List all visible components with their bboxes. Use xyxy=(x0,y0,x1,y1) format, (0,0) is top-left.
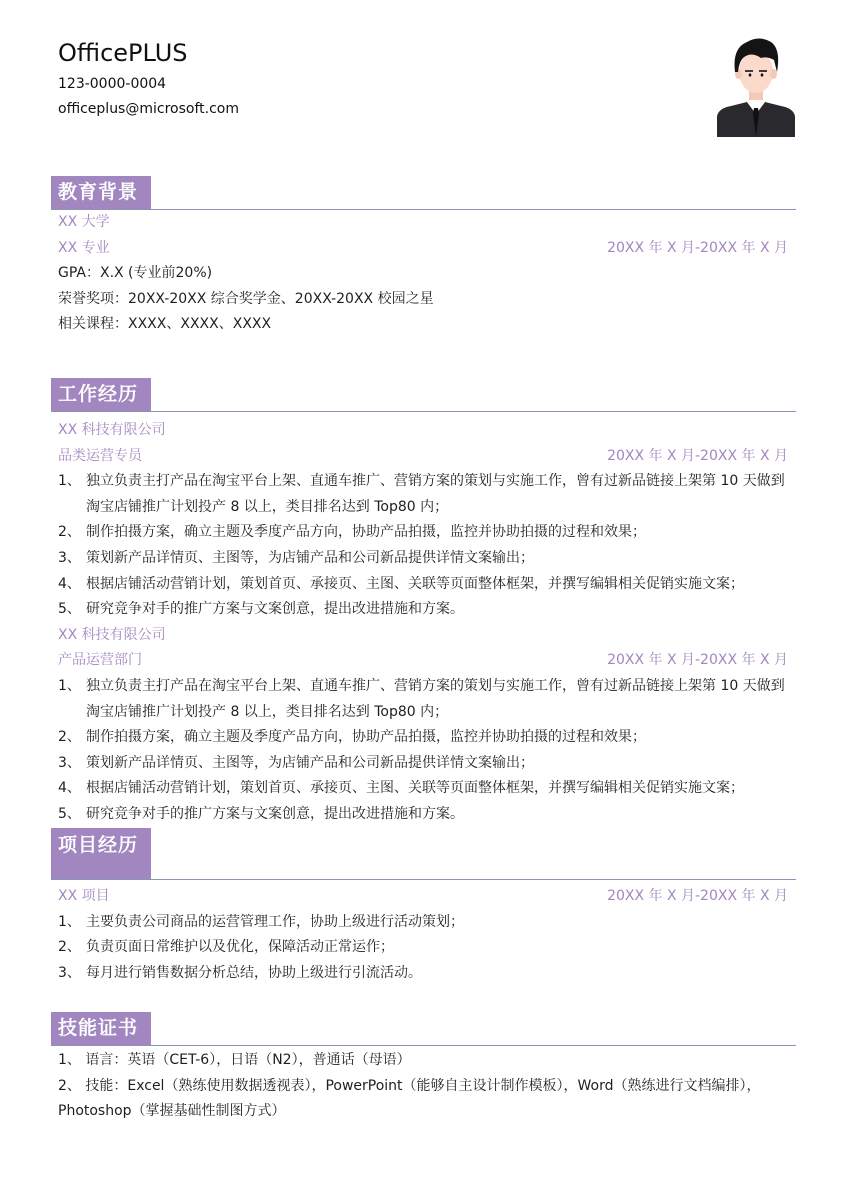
list-item: 4、 根据店铺活动营销计划，策划首页、承接页、主图、关联等页面整体框架，并撰写编辑相关促销实施文案； xyxy=(58,575,744,592)
skill-item: 2、 技能：Excel（熟练使用数据透视表），PowerPoint（能够自主设计制作模板），Word（熟练进行文档编排），Photoshop（掌握基础性制图方式） xyxy=(58,1077,761,1120)
list-item: 2、 负责页面日常维护以及优化，保障活动正常运作； xyxy=(58,939,394,956)
company-name: XX 科技有限公司 xyxy=(58,626,166,643)
list-item: 3、 策划新产品详情页、主图等，为店铺产品和公司新品提供详情文案输出； xyxy=(58,754,534,771)
section-title: 工作经历 xyxy=(51,378,151,411)
section-title: 教育背景 xyxy=(51,176,151,209)
list-item: 3、 每月进行销售数据分析总结，协助上级进行引流活动。 xyxy=(58,964,422,981)
section-header xyxy=(51,378,796,412)
gpa-line: GPA：X.X (专业前20%) xyxy=(58,265,213,282)
list-item: 4、 根据店铺活动营销计划，策划首页、承接页、主图、关联等页面整体框架，并撰写编辑相关促销实施文案； xyxy=(58,780,744,797)
education-date: 20XX 年 X 月-20XX 年 X 月 xyxy=(607,239,788,256)
job-role: 产品运营部门 xyxy=(58,652,142,669)
honors-line: 荣誉奖项：20XX-20XX 综合奖学金、20XX-20XX 校园之星 xyxy=(58,290,434,307)
job-date: 20XX 年 X 月-20XX 年 X 月 xyxy=(607,447,788,464)
list-item: 5、 研究竞争对手的推广方案与文案创意，提出改进措施和方案。 xyxy=(58,805,464,822)
work-section xyxy=(51,378,796,828)
section-header xyxy=(51,828,796,880)
list-item: 3、 策划新产品详情页、主图等，为店铺产品和公司新品提供详情文案输出； xyxy=(58,549,534,566)
skill-item: 1、 语言：英语（CET-6），日语（N2），普通话（母语） xyxy=(58,1052,411,1068)
list-item: 2、 制作拍摄方案，确立主题及季度产品方向，协助产品拍摄，监控并协助拍摄的过程和效果； xyxy=(58,729,646,746)
major-name: XX 专业 xyxy=(58,239,110,256)
resume-header xyxy=(58,38,239,122)
list-item: 1、 独立负责主打产品在淘宝平台上架、直通车推广、营销方案的策划与实施工作，曾有过新品链接上架第 10 天做到淘宝店铺推广计划投产 8 以上，类目排名达到 Top80 内； xyxy=(58,677,785,720)
candidate-name: OfficePLUS xyxy=(58,39,188,67)
section-title: 技能证书 xyxy=(51,1012,151,1045)
school-name: XX 大学 xyxy=(58,214,110,230)
phone-number: 123-0000-0004 xyxy=(58,76,167,92)
project-name: XX 项目 xyxy=(58,888,110,904)
project-date: 20XX 年 X 月-20XX 年 X 月 xyxy=(607,888,788,904)
list-item: 1、 主要负责公司商品的运营管理工作，协助上级进行活动策划； xyxy=(58,913,464,930)
email-address: officeplus@microsoft.com xyxy=(58,101,239,117)
section-title: 项目经历 xyxy=(51,828,151,879)
section-header xyxy=(51,1012,796,1046)
company-name: XX 科技有限公司 xyxy=(58,422,166,438)
section-header xyxy=(51,176,796,210)
education-section xyxy=(51,176,796,338)
skills-section xyxy=(51,1012,796,1125)
list-item: 5、 研究竞争对手的推广方案与文案创意，提出改进措施和方案。 xyxy=(58,601,464,618)
project-section xyxy=(51,828,796,986)
list-item: 1、 独立负责主打产品在淘宝平台上架、直通车推广、营销方案的策划与实施工作，曾有过新品链接上架第 10 天做到淘宝店铺推广计划投产 8 以上，类目排名达到 Top80 内； xyxy=(58,473,785,515)
list-item: 2、 制作拍摄方案，确立主题及季度产品方向，协助产品拍摄，监控并协助拍摄的过程和效果； xyxy=(58,524,646,541)
avatar xyxy=(717,34,795,137)
courses-line: 相关课程：XXXX、XXXX、XXXX xyxy=(58,316,272,333)
job-date: 20XX 年 X 月-20XX 年 X 月 xyxy=(607,652,788,669)
job-role: 品类运营专员 xyxy=(58,447,142,464)
